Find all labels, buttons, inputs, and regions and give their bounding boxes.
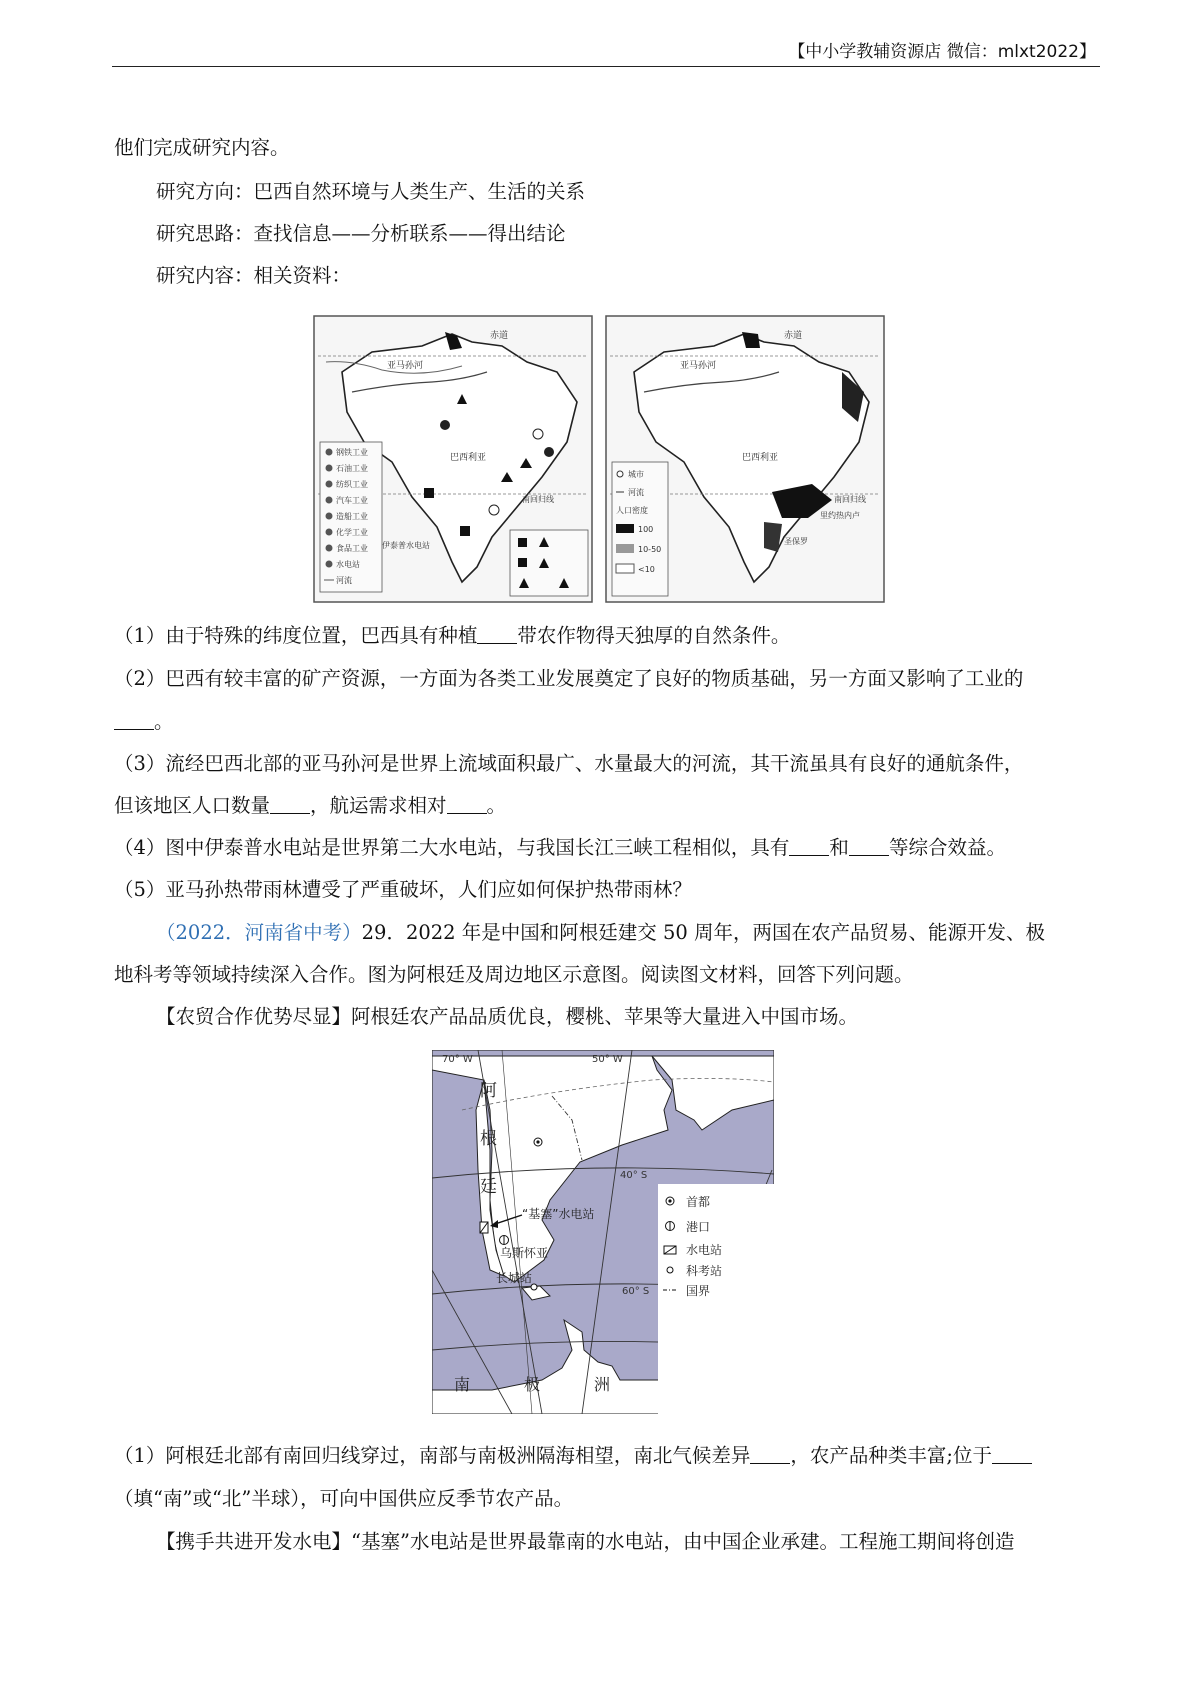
answer-blank[interactable]	[270, 795, 310, 814]
right-legend-item: 10-50	[638, 545, 662, 554]
right-tropic-label: 南回归线	[834, 495, 866, 504]
left-legend-item: 钢铁工业	[336, 448, 368, 457]
brazil-q1: （1）由于特殊的纬度位置，巴西具有种植 带农作物得天独厚的自然条件。	[114, 624, 791, 647]
answer-blank[interactable]	[849, 837, 889, 856]
country-char: 廷	[480, 1177, 497, 1197]
continent-char: 洲	[594, 1375, 611, 1394]
brazil-q4: （4）图中伊泰普水电站是世界第二大水电站，与我国长江三峡工程相似，具有 和 等综合效益。	[114, 836, 1006, 859]
brazil-q3-cont: 但该地区人口数量 ，航运需求相对 。	[114, 794, 507, 817]
research-approach: 研究思路：查找信息——分析联系——得出结论	[156, 222, 566, 245]
legend-capital: 首都	[686, 1195, 711, 1209]
left-legend-item: 汽车工业	[336, 496, 368, 505]
left-legend-item: 石油工业	[336, 464, 368, 473]
left-river-label: 亚马孙河	[387, 361, 424, 371]
header-divider	[112, 66, 1100, 67]
research-station-label: 长城站	[496, 1271, 533, 1285]
argentina-map	[432, 1050, 774, 1418]
brazil-q5: （5）亚马孙热带雨林遭受了严重破坏，人们应如何保护热带雨林？	[114, 878, 692, 901]
brazil-q2: （2）巴西有较丰富的矿产资源，一方面为各类工业发展奠定了良好的物质基础，另一方面又影响了工业的	[114, 667, 1024, 690]
hydropower-station-icon	[480, 1222, 488, 1233]
left-legend-item: 化学工业	[336, 528, 368, 537]
legend-box	[658, 1184, 774, 1414]
research-content: 研究内容：相关资料：	[156, 264, 352, 287]
answer-blank[interactable]	[789, 837, 829, 856]
section-agri-cooperation: 【农贸合作优势尽显】阿根廷农产品品质优良，樱桃、苹果等大量进入中国市场。	[156, 1005, 859, 1028]
brazil-maps-figure	[312, 312, 886, 610]
left-legend-item: 造船工业	[336, 512, 368, 521]
left-equator-label: 赤道	[490, 331, 509, 341]
right-capital-label: 巴西利亚	[742, 453, 779, 463]
left-dam-label: 伊泰普水电站	[382, 541, 430, 550]
right-equator-label: 赤道	[784, 331, 803, 341]
legend-border: 国界	[686, 1284, 711, 1298]
brazil-population-map	[606, 316, 884, 602]
left-legend-item: 水电站	[336, 560, 360, 569]
answer-blank[interactable]	[477, 625, 517, 644]
argentina-q1-cont: （填“南”或“北”半球），可向中国供应反季节农产品。	[114, 1487, 574, 1510]
legend-hydro: 水电站	[686, 1243, 723, 1257]
left-legend-item: 纺织工业	[336, 480, 368, 489]
brazil-q3: （3）流经巴西北部的亚马孙河是世界上流域面积最广、水量最大的河流，其干流虽具有良好的通航条件，	[114, 752, 1024, 775]
question-29-line2: 地科考等领域持续深入合作。图为阿根廷及周边地区示意图。阅读图文材料，回答下列问题。	[114, 963, 914, 986]
argentina-q1: （1）阿根廷北部有南回归线穿过，南部与南极洲隔海相望，南北气候差异 ，农产品种类丰富;位于	[114, 1444, 1032, 1468]
right-legend-item: 100	[638, 525, 654, 534]
continent-char: 极	[524, 1375, 541, 1394]
right-legend-item: 河流	[628, 488, 644, 497]
right-city2-label: 里约热内卢	[820, 511, 860, 520]
continent-char: 南	[454, 1375, 471, 1394]
answer-blank[interactable]	[447, 795, 487, 814]
longitude-70w-label: 70° W	[442, 1054, 473, 1065]
answer-blank[interactable]	[114, 711, 154, 730]
country-char: 根	[480, 1129, 497, 1149]
legend-research: 科考站	[686, 1264, 723, 1278]
station-label: “基塞”水电站	[522, 1207, 595, 1221]
right-city1-label: 圣保罗	[784, 537, 808, 546]
section-hydropower: 【携手共进开发水电】“基塞”水电站是世界最靠南的水电站，由中国企业承建。工程施工期间将创造	[156, 1530, 1015, 1553]
header-text: 【中小学教辅资源店 微信：mlxt2022】	[788, 42, 1096, 62]
answer-blank[interactable]	[750, 1445, 790, 1464]
left-legend-item: 食品工业	[336, 544, 368, 553]
right-river-label: 亚马孙河	[680, 361, 717, 371]
port-label: 乌斯怀亚	[500, 1246, 549, 1260]
port-icon	[500, 1236, 509, 1245]
brazil-industry-map	[314, 316, 592, 602]
right-legend-item: 城市	[628, 470, 644, 479]
country-char: 阿	[480, 1081, 497, 1101]
answer-blank[interactable]	[992, 1445, 1032, 1464]
left-legend-item: 河流	[336, 576, 352, 585]
latitude-40s-label: 40° S	[620, 1170, 648, 1181]
brazil-q2-cont: 。	[114, 710, 174, 734]
question-source: （2022．河南省中考）	[156, 921, 362, 944]
latitude-60s-label: 60° S	[622, 1286, 650, 1297]
longitude-50w-label: 50° W	[592, 1054, 623, 1065]
right-legend-item: <10	[638, 565, 655, 574]
question-29-line1: （2022．河南省中考）29．2022 年是中国和阿根廷建交 50 周年，两国在农产品贸易、能源开发、极	[156, 921, 1045, 944]
right-legend-item: 人口密度	[616, 506, 648, 515]
intro-line: 他们完成研究内容。	[114, 136, 290, 159]
left-tropic-label: 南回归线	[522, 495, 554, 504]
research-direction: 研究方向：巴西自然环境与人类生产、生活的关系	[156, 180, 586, 203]
capital-icon	[534, 1138, 542, 1146]
legend-port: 港口	[686, 1220, 711, 1234]
left-capital-label: 巴西利亚	[450, 453, 487, 463]
